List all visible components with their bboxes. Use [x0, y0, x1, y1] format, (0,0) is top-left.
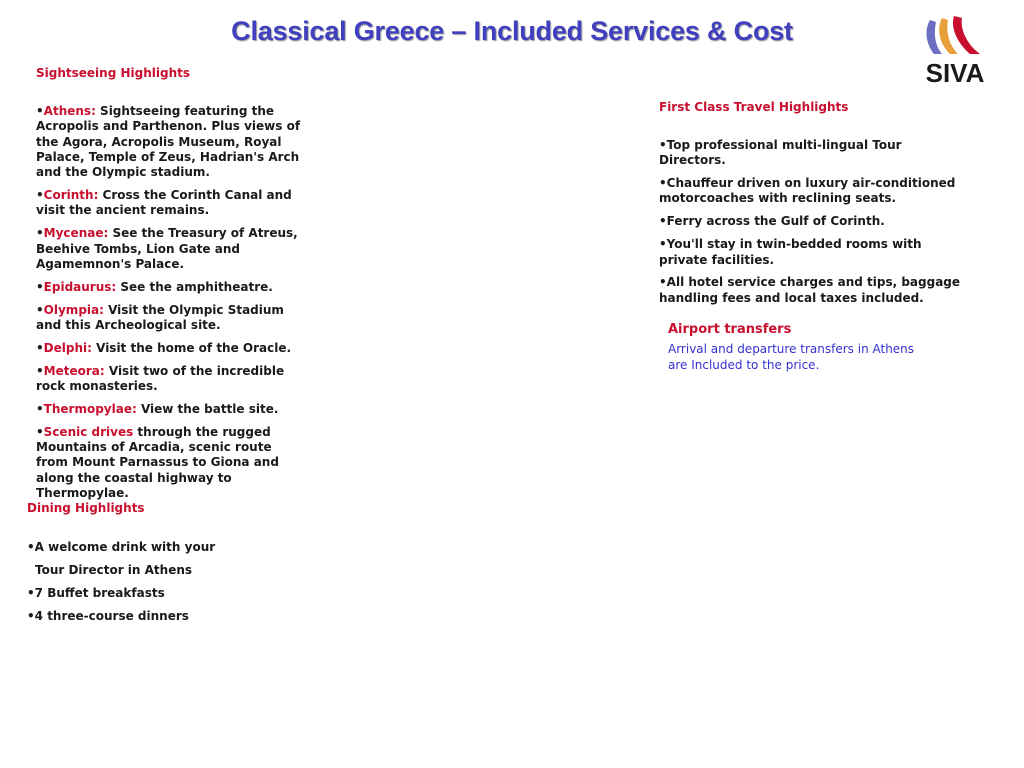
item-text: Visit the Olympic Stadium and this Archeological site. [36, 302, 284, 332]
list-item: •Delphi: Visit the home of the Oracle. [36, 340, 292, 355]
logo-text: SIVA [925, 58, 985, 86]
item-text: See the amphitheatre. [116, 279, 273, 294]
item-text: View the battle site. [136, 401, 279, 416]
item-text: Visit the home of the Oracle. [91, 340, 292, 355]
item-label: Delphi: [43, 340, 92, 355]
item-text: through the rugged Mountains of Arcadia, scenic route from Mount Parnassus to Giona and along the coastal highway to Thermopylae. [36, 424, 279, 500]
list-item: •Thermopylae: View the battle site. [36, 401, 279, 416]
list-item: •All hotel service charges and tips, baggage handling fees and local taxes included. [659, 275, 961, 305]
airport-heading: Airport transfers [668, 322, 792, 337]
sightseeing-list [36, 104, 306, 509]
list-item: •Ferry across the Gulf of Corinth. [659, 214, 885, 229]
item-label: Corinth: [43, 188, 99, 203]
list-item: •4 three-course dinners [27, 608, 189, 623]
list-item: •Olympia: Visit the Olympic Stadium and this Archeological site. [36, 302, 284, 332]
siva-logo [922, 14, 988, 86]
item-label: Meteora: [43, 363, 105, 378]
item-label: Olympia: [43, 302, 104, 317]
sightseeing-heading: Sightseeing Highlights [36, 66, 190, 80]
airport-text: Arrival and departure transfers in Athens are Included to the price. [668, 342, 915, 372]
item-label: Thermopylae: [43, 401, 137, 416]
dining-list [27, 540, 287, 632]
list-item: •Athens: Sightseeing featuring the Acropolis and Parthenon. Plus views of the Agora, Acropolis Museum, Royal Palace, Temple of Zeus, Hadrian's Arch and the Olympic stadium. [36, 104, 301, 180]
dining-heading: Dining Highlights [27, 501, 145, 515]
page-title: Classical Greece – Included Services & Cost [231, 16, 793, 46]
first-class-heading: First Class Travel Highlights [659, 100, 849, 114]
list-item: •Meteora: Visit two of the incredible rock monasteries. [36, 363, 285, 394]
list-item: •You'll stay in twin-bedded rooms with private facilities. [659, 237, 922, 267]
item-label: Scenic drives [43, 424, 134, 439]
list-item: •A welcome drink with your [27, 540, 216, 554]
list-item: •Scenic drives through the rugged Mountains of Arcadia, scenic route from Mount Parnassus to Giona and along the coastal highway to Thermopylae. [36, 424, 279, 500]
item-text: See the Treasury of Atreus, Beehive Tombs, Lion Gate and Agamemnon's Palace. [36, 226, 298, 271]
item-text: Cross the Corinth Canal and visit the ancient remains. [36, 188, 292, 218]
list-item: •7 Buffet breakfasts [27, 585, 165, 600]
item-text: Visit two of the incredible rock monasteries. [36, 363, 285, 394]
list-item: •Chauffeur driven on luxury air-conditioned motorcoaches with reclining seats. [659, 176, 956, 206]
list-item: •Epidaurus: See the amphitheatre. [36, 279, 273, 294]
item-label: Mycenae: [43, 226, 109, 241]
item-label: Epidaurus: [43, 279, 117, 294]
item-label: Athens: [43, 104, 96, 118]
item-text: Sightseeing featuring the Acropolis and Parthenon. Plus views of the Agora, Acropolis Museum, Royal Palace, Temple of Zeus, Hadrian's Arch and the Olympic stadium. [36, 104, 301, 180]
list-item: •Corinth: Cross the Corinth Canal and visit the ancient remains. [36, 188, 292, 218]
list-item: Tour Director in Athens [35, 562, 193, 577]
first-class-list [659, 138, 969, 314]
list-item: •Mycenae: See the Treasury of Atreus, Beehive Tombs, Lion Gate and Agamemnon's Palace. [36, 226, 298, 271]
list-item: •Top professional multi-lingual Tour Directors. [659, 138, 902, 168]
